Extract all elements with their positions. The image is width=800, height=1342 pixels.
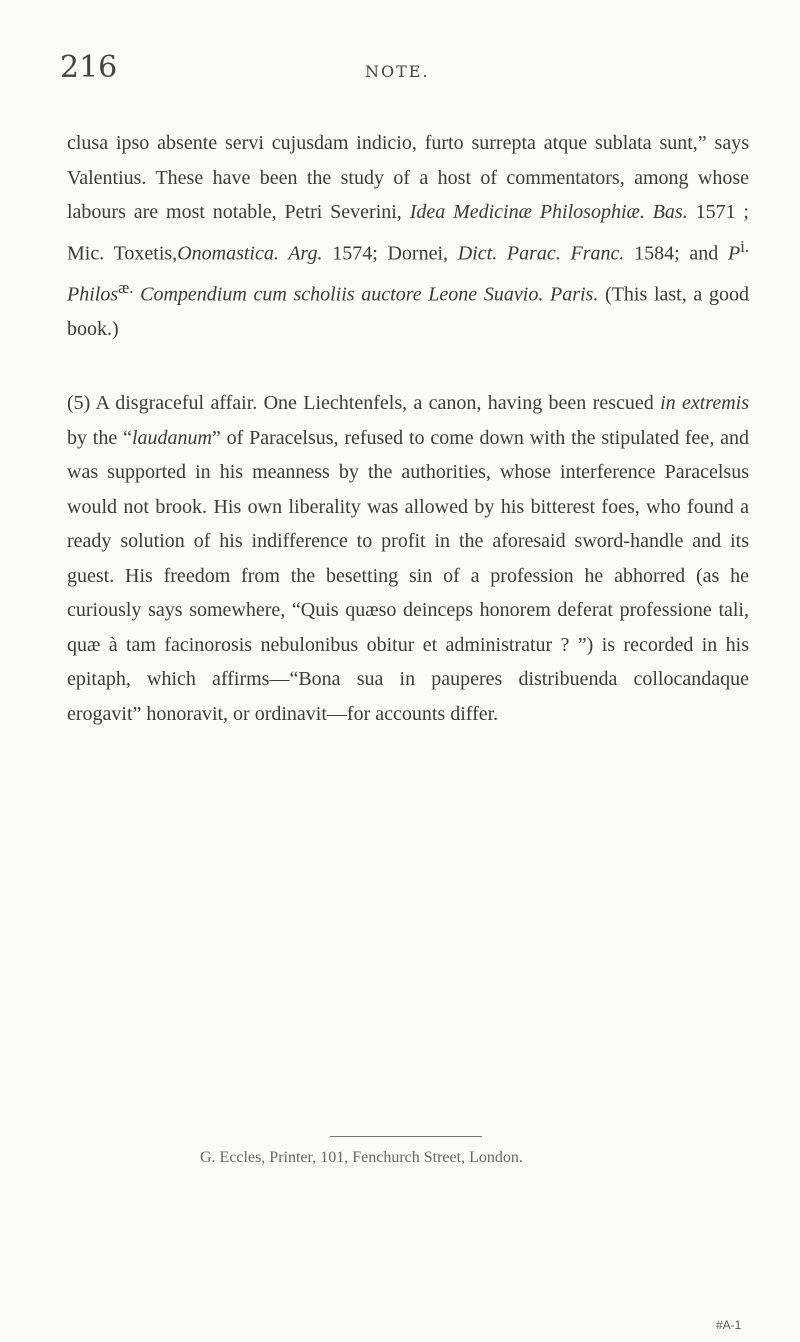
p2-text-2: by the “ [67,426,132,449]
p2-text-1: (5) A disgraceful affair. One Liechtenfels, a canon, having been rescued [67,392,661,415]
p1-italic-4a: P [728,242,741,265]
p1-italic-4b: Philos [67,283,119,306]
p1-text-5: (This last, a good book.) [67,283,749,340]
page-number: 216 [60,50,118,85]
p1-text-1: clusa ipso absente servi cujusdam indicio, furto surrepta atque sublata sunt,” says Valentius. These have been the study of a host of commentators, among whose labours are most notable, Petri Severini, [67,132,749,223]
p2-italic-2: laudanum [131,426,212,449]
p2-text-3: ” of Paracelsus, refused to come down with the stipulated fee, and was supported in his meanness by the authorities, whose interference Paracelsus would not brook. His own liberality was allowed by his bitterest foes, who found a ready solution of his indifference to profit in the aforesaid sword-handle and its guest. His freedom from the besetting sin of a profession he abhorred (as he curiously says somewhere, “Quis quæso deinceps honorem deferat professione tali, quæ à tam facinorosis nebulonibus obitur et administratur ? ”) is recorded in his epitaph, which affirms—“Bona sua in pauperes distribuenda collocandaque erogavit” honoravit, or ordinavit—for accounts differ. [67,426,749,725]
p1-superscript-2: æ. [118,277,134,297]
p1-italic-3: Dict. Parac. Franc. [457,242,625,265]
library-mark: #A-1 [716,1318,742,1332]
p1-superscript-1: i. [740,236,750,256]
p1-italic-5: Compendium cum scholiis auctore Leone Suavio. Paris. [133,283,599,306]
running-title: NOTE. [365,62,430,81]
p2-italic-1: in extremis [660,392,749,415]
p1-text-3: 1574; Dornei, [322,242,458,265]
p1-text-2: 1571 ; Mic. Toxetis, [67,201,749,265]
p1-italic-2: Onomastica. Arg. [177,242,323,265]
footer-rule [330,1136,482,1137]
page-header [60,50,740,90]
printer-imprint: G. Eccles, Printer, 101, Fenchurch Street, London. [200,1149,523,1166]
paragraph-2 [67,386,749,731]
p1-italic-1: Idea Medicinæ Philosophiæ. Bas. [409,201,688,223]
p1-text-4: 1584; and [624,242,729,265]
body-text [67,126,749,731]
paragraph-1 [67,126,749,346]
